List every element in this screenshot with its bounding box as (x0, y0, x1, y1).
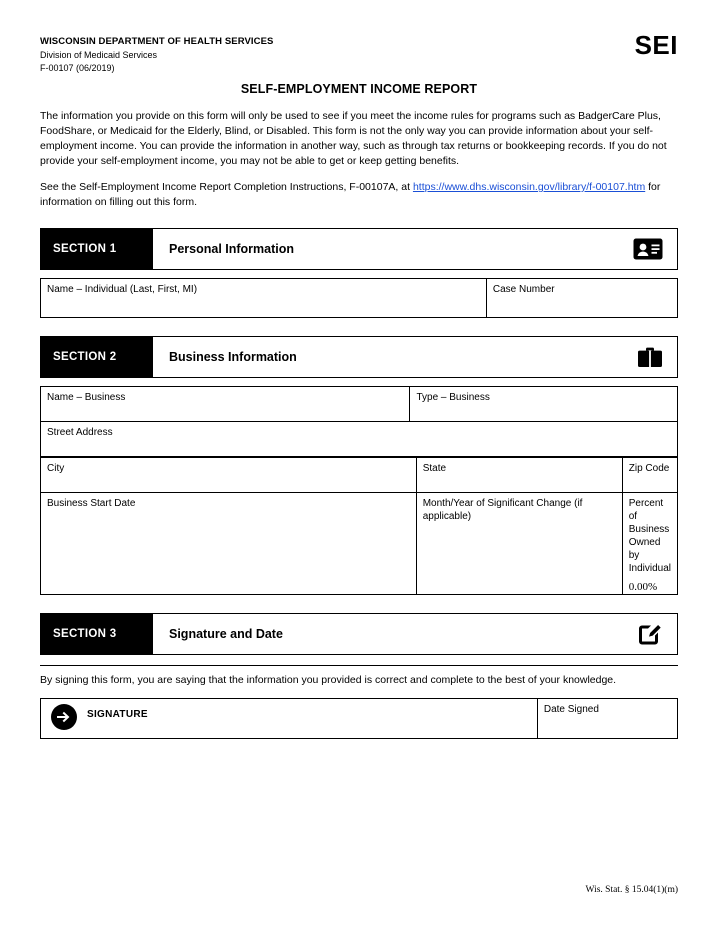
section-2-fields (40, 386, 678, 457)
table-row (41, 278, 678, 317)
section-3-tag: SECTION 3 (41, 614, 153, 654)
table-row (41, 457, 678, 492)
field-label: Type – Business (416, 391, 490, 403)
field-label: Date Signed (543, 704, 599, 716)
section-1-tag: SECTION 1 (41, 229, 153, 269)
department-name: WISCONSIN DEPARTMENT OF HEALTH SERVICES (40, 36, 274, 47)
table-row (41, 421, 678, 456)
field-business-type[interactable] (410, 386, 678, 421)
signature-note: By signing this form, you are saying that the information you provided is correct and complete to the best of your knowledge. (40, 665, 678, 688)
intro-trail-text: for information on filling out this form. (40, 181, 661, 208)
field-label: Zip Code (628, 462, 670, 474)
field-city[interactable] (41, 457, 417, 492)
section-2-address-fields (40, 457, 678, 595)
field-label: State (422, 462, 447, 474)
section-2-title: Business Information (169, 349, 297, 364)
intro-lead-text: See the Self-Employment Income Report Completion Instructions, F-00107A, at (40, 181, 413, 193)
field-case-number[interactable] (486, 278, 677, 317)
briefcase-icon (637, 337, 677, 377)
arrow-right-icon (51, 704, 77, 730)
table-row (41, 492, 678, 594)
field-label: Business Start Date (47, 497, 136, 509)
section-1-fields (40, 278, 678, 318)
field-business-start-date[interactable] (41, 492, 417, 594)
intro-paragraph-1: The information you provide on this form will only be used to see if you meet the income rules for programs such as BadgerCare Plus, FoodShare, or Medicaid for the Elderly, Blind, or Disabled. This form is not the only way you can provide information about your self-employment income. You can provide the information in another way, such as through tax returns or bookkeeping records. If you do not provide your self-employment income, you may not be able to get or keep getting benefits. (40, 110, 667, 168)
document-header (40, 30, 678, 74)
field-name-individual[interactable] (41, 278, 487, 317)
section-1-header (40, 228, 678, 270)
field-significant-change[interactable] (416, 492, 622, 594)
table-row (41, 699, 678, 739)
field-percent-owned[interactable] (622, 492, 677, 594)
section-2-tag: SECTION 2 (41, 337, 153, 377)
field-value: 0.00% (628, 580, 658, 593)
field-date-signed[interactable] (537, 699, 677, 739)
agency-block (40, 36, 274, 74)
pencil-edit-icon (637, 614, 677, 654)
field-street-address[interactable] (41, 421, 678, 456)
field-label: City (47, 462, 65, 474)
field-label: SIGNATURE (87, 709, 148, 721)
field-label: Percent of Business Owned by Individual (628, 497, 671, 574)
table-row (41, 386, 678, 421)
field-label: Name – Business (47, 391, 126, 403)
sei-logo: SEI (634, 30, 678, 60)
section-3-title: Signature and Date (169, 627, 283, 642)
section-2-header (40, 336, 678, 378)
field-label: Month/Year of Significant Change (if applicable) (422, 497, 583, 522)
field-label: Name – Individual (Last, First, MI) (47, 283, 198, 295)
id-card-icon (633, 229, 677, 269)
form-number: F-00107 (06/2019) (40, 63, 115, 74)
field-label: Street Address (47, 426, 113, 438)
field-state[interactable] (416, 457, 622, 492)
field-business-name[interactable] (41, 386, 410, 421)
instructions-link[interactable]: https://www.dhs.wisconsin.gov/library/f-00107.htm (412, 181, 646, 193)
field-signature[interactable] (41, 699, 538, 739)
division-name: Division of Medicaid Services (40, 49, 158, 60)
section-3-header (40, 613, 678, 655)
field-zip-code[interactable] (622, 457, 677, 492)
section-3-fields (40, 698, 678, 739)
footer-statute: Wis. Stat. § 15.04(1)(m) (585, 885, 678, 895)
section-1-title: Personal Information (169, 241, 295, 256)
page-title: SELF-EMPLOYMENT INCOME REPORT (240, 82, 478, 97)
intro-paragraph-2 (40, 180, 678, 210)
form-content (40, 30, 678, 739)
field-label: Case Number (492, 283, 555, 295)
intro-text (40, 109, 678, 209)
